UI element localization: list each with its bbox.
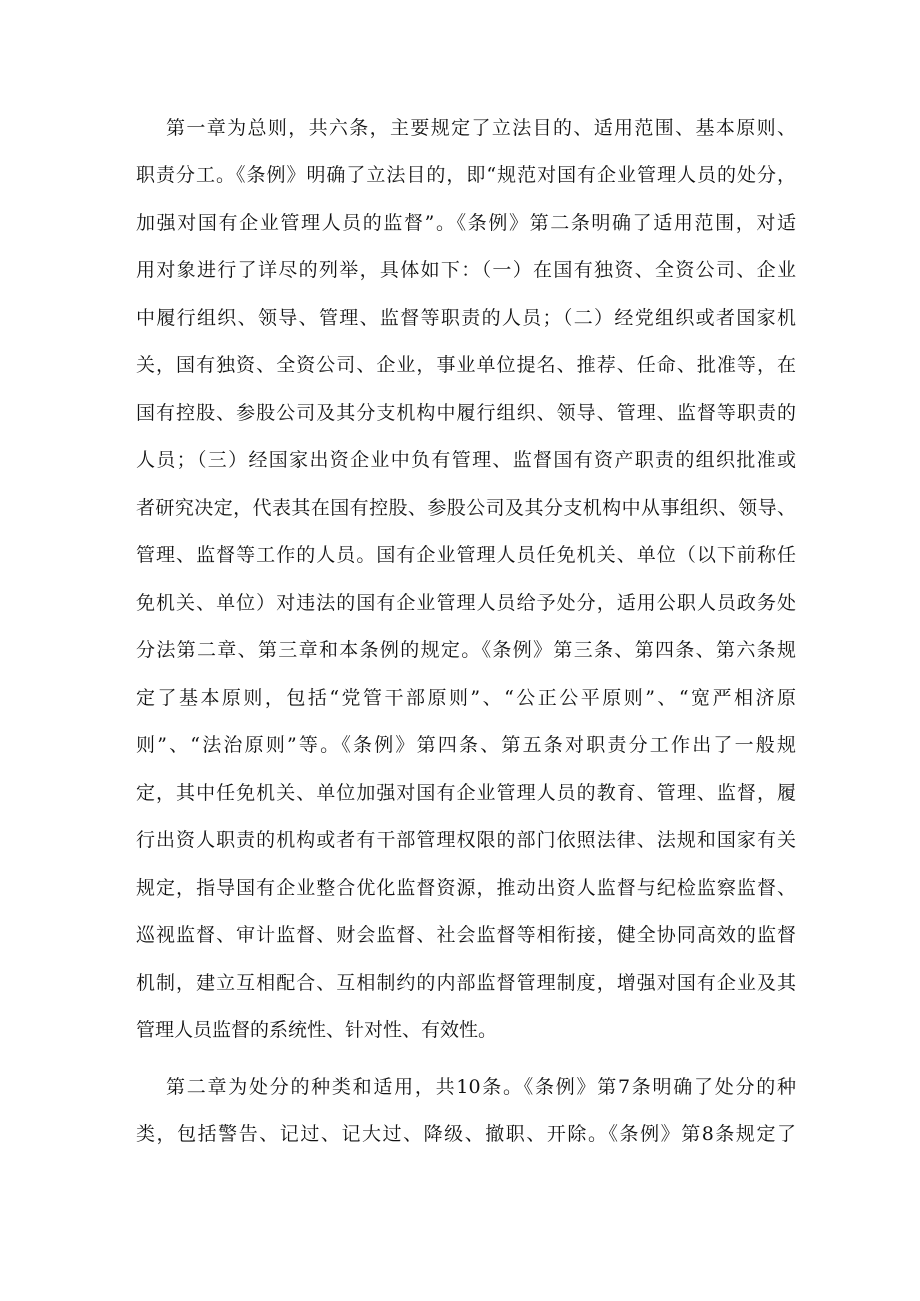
paragraph-2-line: 第二章为处分的种类和适用，共10条。《条例》第7条明确了处分的种 bbox=[166, 1076, 796, 1098]
paragraph-1-line: 巡视监督、审计监督、财会监督、社会监督等相衔接，健全协同高效的监督 bbox=[136, 924, 796, 946]
paragraph-1-line: 职责分工。《条例》明确了立法目的，即“规范对国有企业管理人员的处分， bbox=[136, 164, 796, 186]
paragraph-1-line: 管理、监督等工作的人员。国有企业管理人员任免机关、单位（以下前称任 bbox=[136, 544, 796, 566]
paragraph-1-line: 者研究决定，代表其在国有控股、参股公司及其分支机构中从事组织、领导、 bbox=[136, 497, 796, 519]
paragraph-1-line: 国有控股、参股公司及其分支机构中履行组织、领导、管理、监督等职责的 bbox=[136, 402, 796, 424]
paragraph-1-line: 中履行组织、领导、管理、监督等职责的人员；（二）经党组织或者国家机 bbox=[136, 307, 796, 329]
paragraph-1-line: 管理人员监督的系统性、针对性、有效性。 bbox=[136, 1019, 498, 1041]
paragraph-2-line: 类，包括警告、记过、记大过、降级、撤职、开除。《条例》第8条规定了 bbox=[136, 1123, 796, 1145]
paragraph-1-line: 规定，指导国有企业整合优化监督资源，推动出资人监督与纪检监察监督、 bbox=[136, 877, 796, 899]
paragraph-1-line: 人员；（三）经国家出资企业中负有管理、监督国有资产职责的组织批准或 bbox=[136, 449, 796, 471]
paragraph-1-line: 加强对国有企业管理人员的监督”。《条例》第二条明确了适用范围，对适 bbox=[136, 212, 796, 234]
paragraph-1-line: 定，其中任免机关、单位加强对国有企业管理人员的教育、管理、监督，履 bbox=[136, 782, 796, 804]
paragraph-1-line: 机制，建立互相配合、互相制约的内部监督管理制度，增强对国有企业及其 bbox=[136, 972, 796, 994]
paragraph-1-line: 关，国有独资、全资公司、企业，事业单位提名、推荐、任命、批准等，在 bbox=[136, 354, 796, 376]
paragraph-1-line: 分法第二章、第三章和本条例的规定。《条例》第三条、第四条、第六条规 bbox=[136, 639, 796, 661]
paragraph-1-line: 第一章为总则，共六条，主要规定了立法目的、适用范围、基本原则、 bbox=[166, 117, 796, 139]
paragraph-1-line: 则”、“法治原则”等。《条例》第四条、第五条对职责分工作出了一般规 bbox=[136, 734, 796, 756]
paragraph-1-line: 定了基本原则，包括“党管干部原则”、“公正公平原则”、“宽严相济原 bbox=[136, 687, 796, 709]
paragraph-1-line: 行出资人职责的机构或者有干部管理权限的部门依照法律、法规和国家有关 bbox=[136, 829, 796, 851]
paragraph-1-line: 用对象进行了详尽的列举，具体如下：（一）在国有独资、全资公司、企业 bbox=[136, 259, 796, 281]
paragraph-1-line: 免机关、单位）对违法的国有企业管理人员给予处分，适用公职人员政务处 bbox=[136, 592, 796, 614]
